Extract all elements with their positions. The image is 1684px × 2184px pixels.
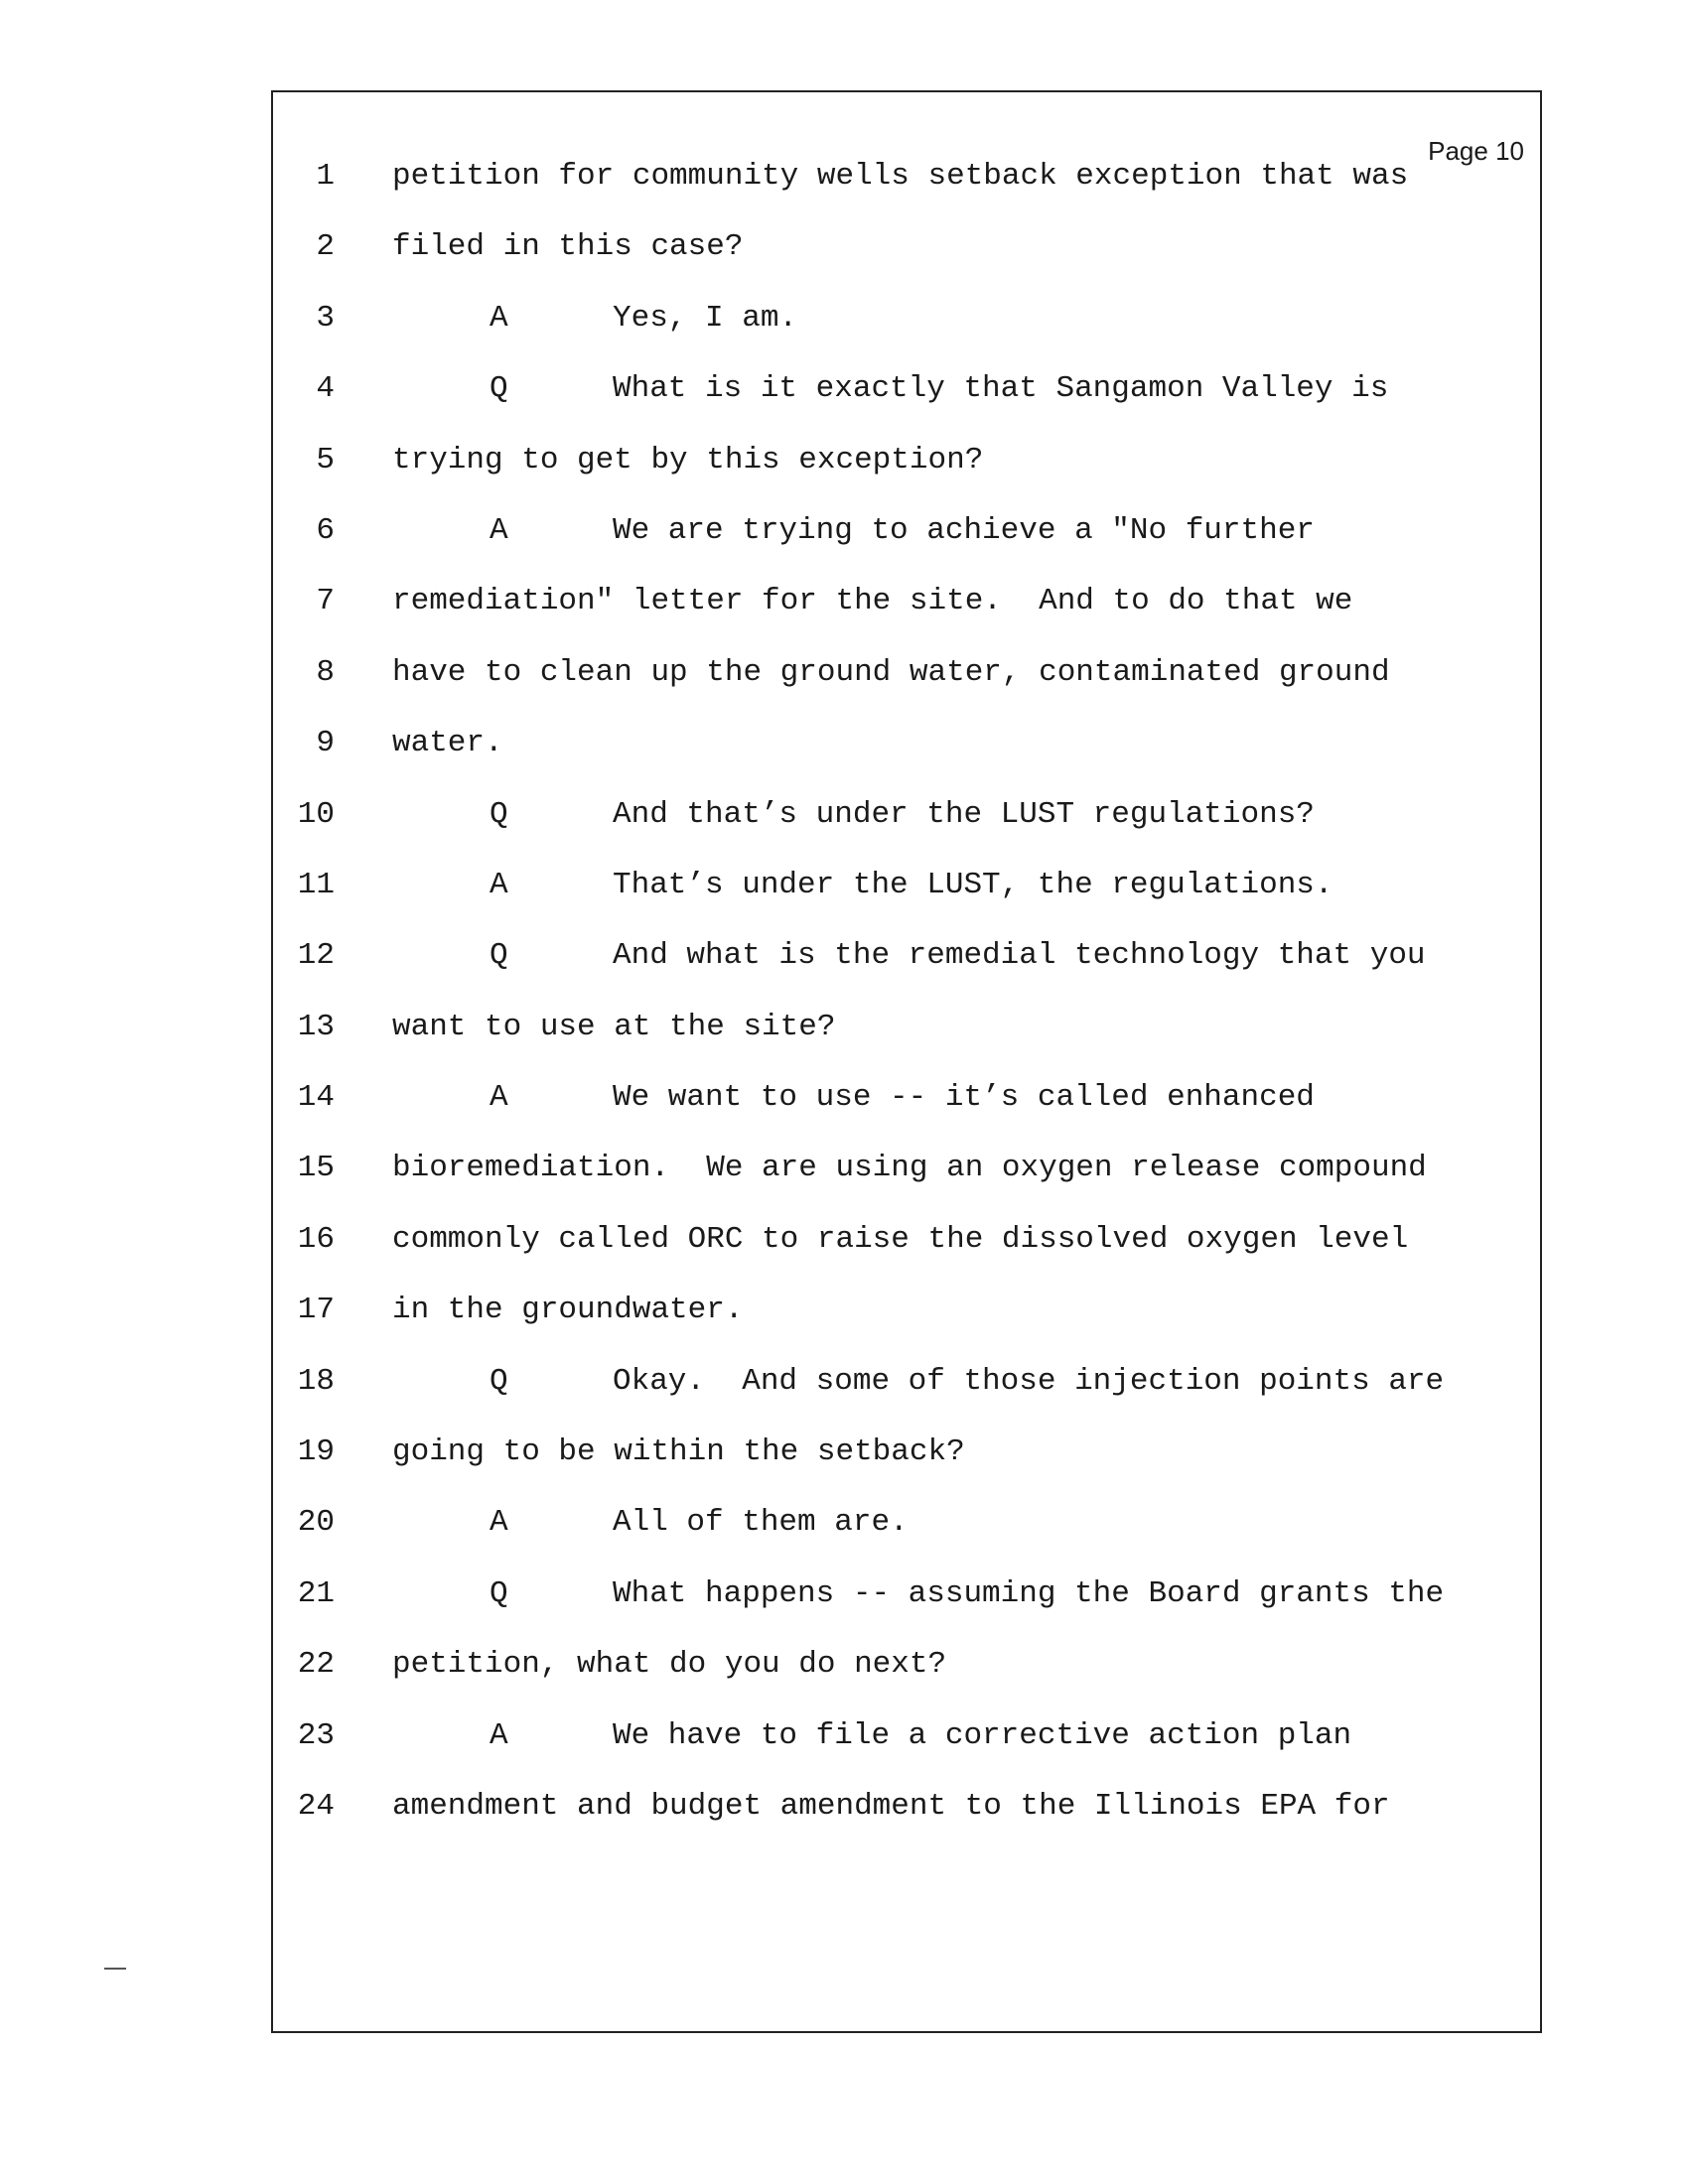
transcript-line xyxy=(273,796,1540,871)
transcript-line xyxy=(273,1505,1540,1578)
line-text: trying to get by this exception? xyxy=(392,442,984,478)
speaker-label: Q xyxy=(490,938,508,974)
line-number: 2 xyxy=(316,229,335,265)
transcript-line xyxy=(273,726,1540,799)
line-number: 24 xyxy=(297,1788,335,1824)
transcript-line xyxy=(273,1009,1540,1083)
speaker-label: A xyxy=(490,1505,508,1541)
transcript-line xyxy=(273,1788,1540,1862)
line-text: All of them are. xyxy=(613,1505,909,1541)
page-number: Page 10 xyxy=(1428,136,1524,166)
line-number: 20 xyxy=(297,1505,335,1541)
transcript-line xyxy=(273,867,1540,941)
line-text: We want to use -- it’s called enhanced xyxy=(613,1080,1315,1116)
line-text: have to clean up the ground water, contaminated ground xyxy=(392,654,1390,690)
line-number: 5 xyxy=(316,442,335,478)
line-text: remediation" letter for the site. And to do that we xyxy=(392,584,1353,619)
line-number: 16 xyxy=(297,1221,335,1257)
line-text: What is it exactly that Sangamon Valley is xyxy=(613,371,1389,407)
line-text: bioremediation. We are using an oxygen release compound xyxy=(392,1151,1427,1186)
line-number: 23 xyxy=(297,1717,335,1753)
line-text: water. xyxy=(392,726,503,761)
transcript-line xyxy=(273,938,1540,1012)
speaker-label: Q xyxy=(490,796,508,832)
transcript-line xyxy=(273,1647,1540,1720)
transcript-line xyxy=(273,1434,1540,1508)
transcript-line xyxy=(273,584,1540,657)
line-number: 14 xyxy=(297,1080,335,1116)
transcript-line xyxy=(273,159,1540,232)
line-text: And what is the remedial technology that you xyxy=(613,938,1426,974)
transcript-line xyxy=(273,371,1540,445)
transcript-line xyxy=(273,1293,1540,1366)
line-number: 12 xyxy=(297,938,335,974)
transcript-lines xyxy=(273,159,1540,1862)
line-text: That’s under the LUST, the regulations. xyxy=(613,867,1333,902)
line-text: And that’s under the LUST regulations? xyxy=(613,796,1315,832)
line-text: filed in this case? xyxy=(392,229,744,265)
line-text: want to use at the site? xyxy=(392,1009,836,1044)
transcript-line xyxy=(273,229,1540,303)
line-number: 6 xyxy=(316,512,335,548)
line-text: Okay. And some of those injection points are xyxy=(613,1363,1445,1399)
transcript-line xyxy=(273,1221,1540,1296)
line-text: going to be within the setback? xyxy=(392,1434,965,1470)
line-text: petition for community wells setback exception that was xyxy=(392,159,1409,194)
line-text: We have to file a corrective action plan xyxy=(613,1717,1352,1753)
line-number: 19 xyxy=(297,1434,335,1470)
line-number: 9 xyxy=(316,726,335,761)
line-number: 21 xyxy=(297,1575,335,1611)
line-number: 15 xyxy=(297,1151,335,1186)
transcript-line xyxy=(273,1080,1540,1154)
line-text: amendment and budget amendment to the Illinois EPA for xyxy=(392,1788,1390,1824)
line-number: 18 xyxy=(297,1363,335,1399)
transcript-page-frame xyxy=(271,90,1542,2033)
transcript-line xyxy=(273,512,1540,587)
speaker-label: Q xyxy=(490,371,508,407)
line-text: in the groundwater. xyxy=(392,1293,744,1328)
line-number: 4 xyxy=(316,371,335,407)
line-number: 11 xyxy=(297,867,335,902)
transcript-line xyxy=(273,1575,1540,1650)
transcript-line xyxy=(273,442,1540,516)
transcript-line xyxy=(273,654,1540,729)
line-text: We are trying to achieve a "No further xyxy=(613,512,1315,548)
speaker-label: A xyxy=(490,867,508,902)
line-number: 7 xyxy=(316,584,335,619)
transcript-line xyxy=(273,1717,1540,1792)
line-number: 1 xyxy=(316,159,335,194)
transcript-line xyxy=(273,300,1540,374)
line-number: 17 xyxy=(297,1293,335,1328)
speaker-label: A xyxy=(490,1080,508,1116)
speaker-label: A xyxy=(490,1717,508,1753)
line-number: 13 xyxy=(297,1009,335,1044)
speaker-label: Q xyxy=(490,1363,508,1399)
line-number: 3 xyxy=(316,300,335,336)
speaker-label: Q xyxy=(490,1575,508,1611)
line-number: 22 xyxy=(297,1647,335,1683)
margin-mark xyxy=(104,1968,126,1970)
line-number: 8 xyxy=(316,654,335,690)
transcript-line xyxy=(273,1363,1540,1437)
line-text: Yes, I am. xyxy=(613,300,798,336)
speaker-label: A xyxy=(490,512,508,548)
line-text: What happens -- assuming the Board grants the xyxy=(613,1575,1445,1611)
line-text: petition, what do you do next? xyxy=(392,1647,947,1683)
transcript-line xyxy=(273,1151,1540,1224)
line-text: commonly called ORC to raise the dissolved oxygen level xyxy=(392,1221,1409,1257)
line-number: 10 xyxy=(297,796,335,832)
speaker-label: A xyxy=(490,300,508,336)
